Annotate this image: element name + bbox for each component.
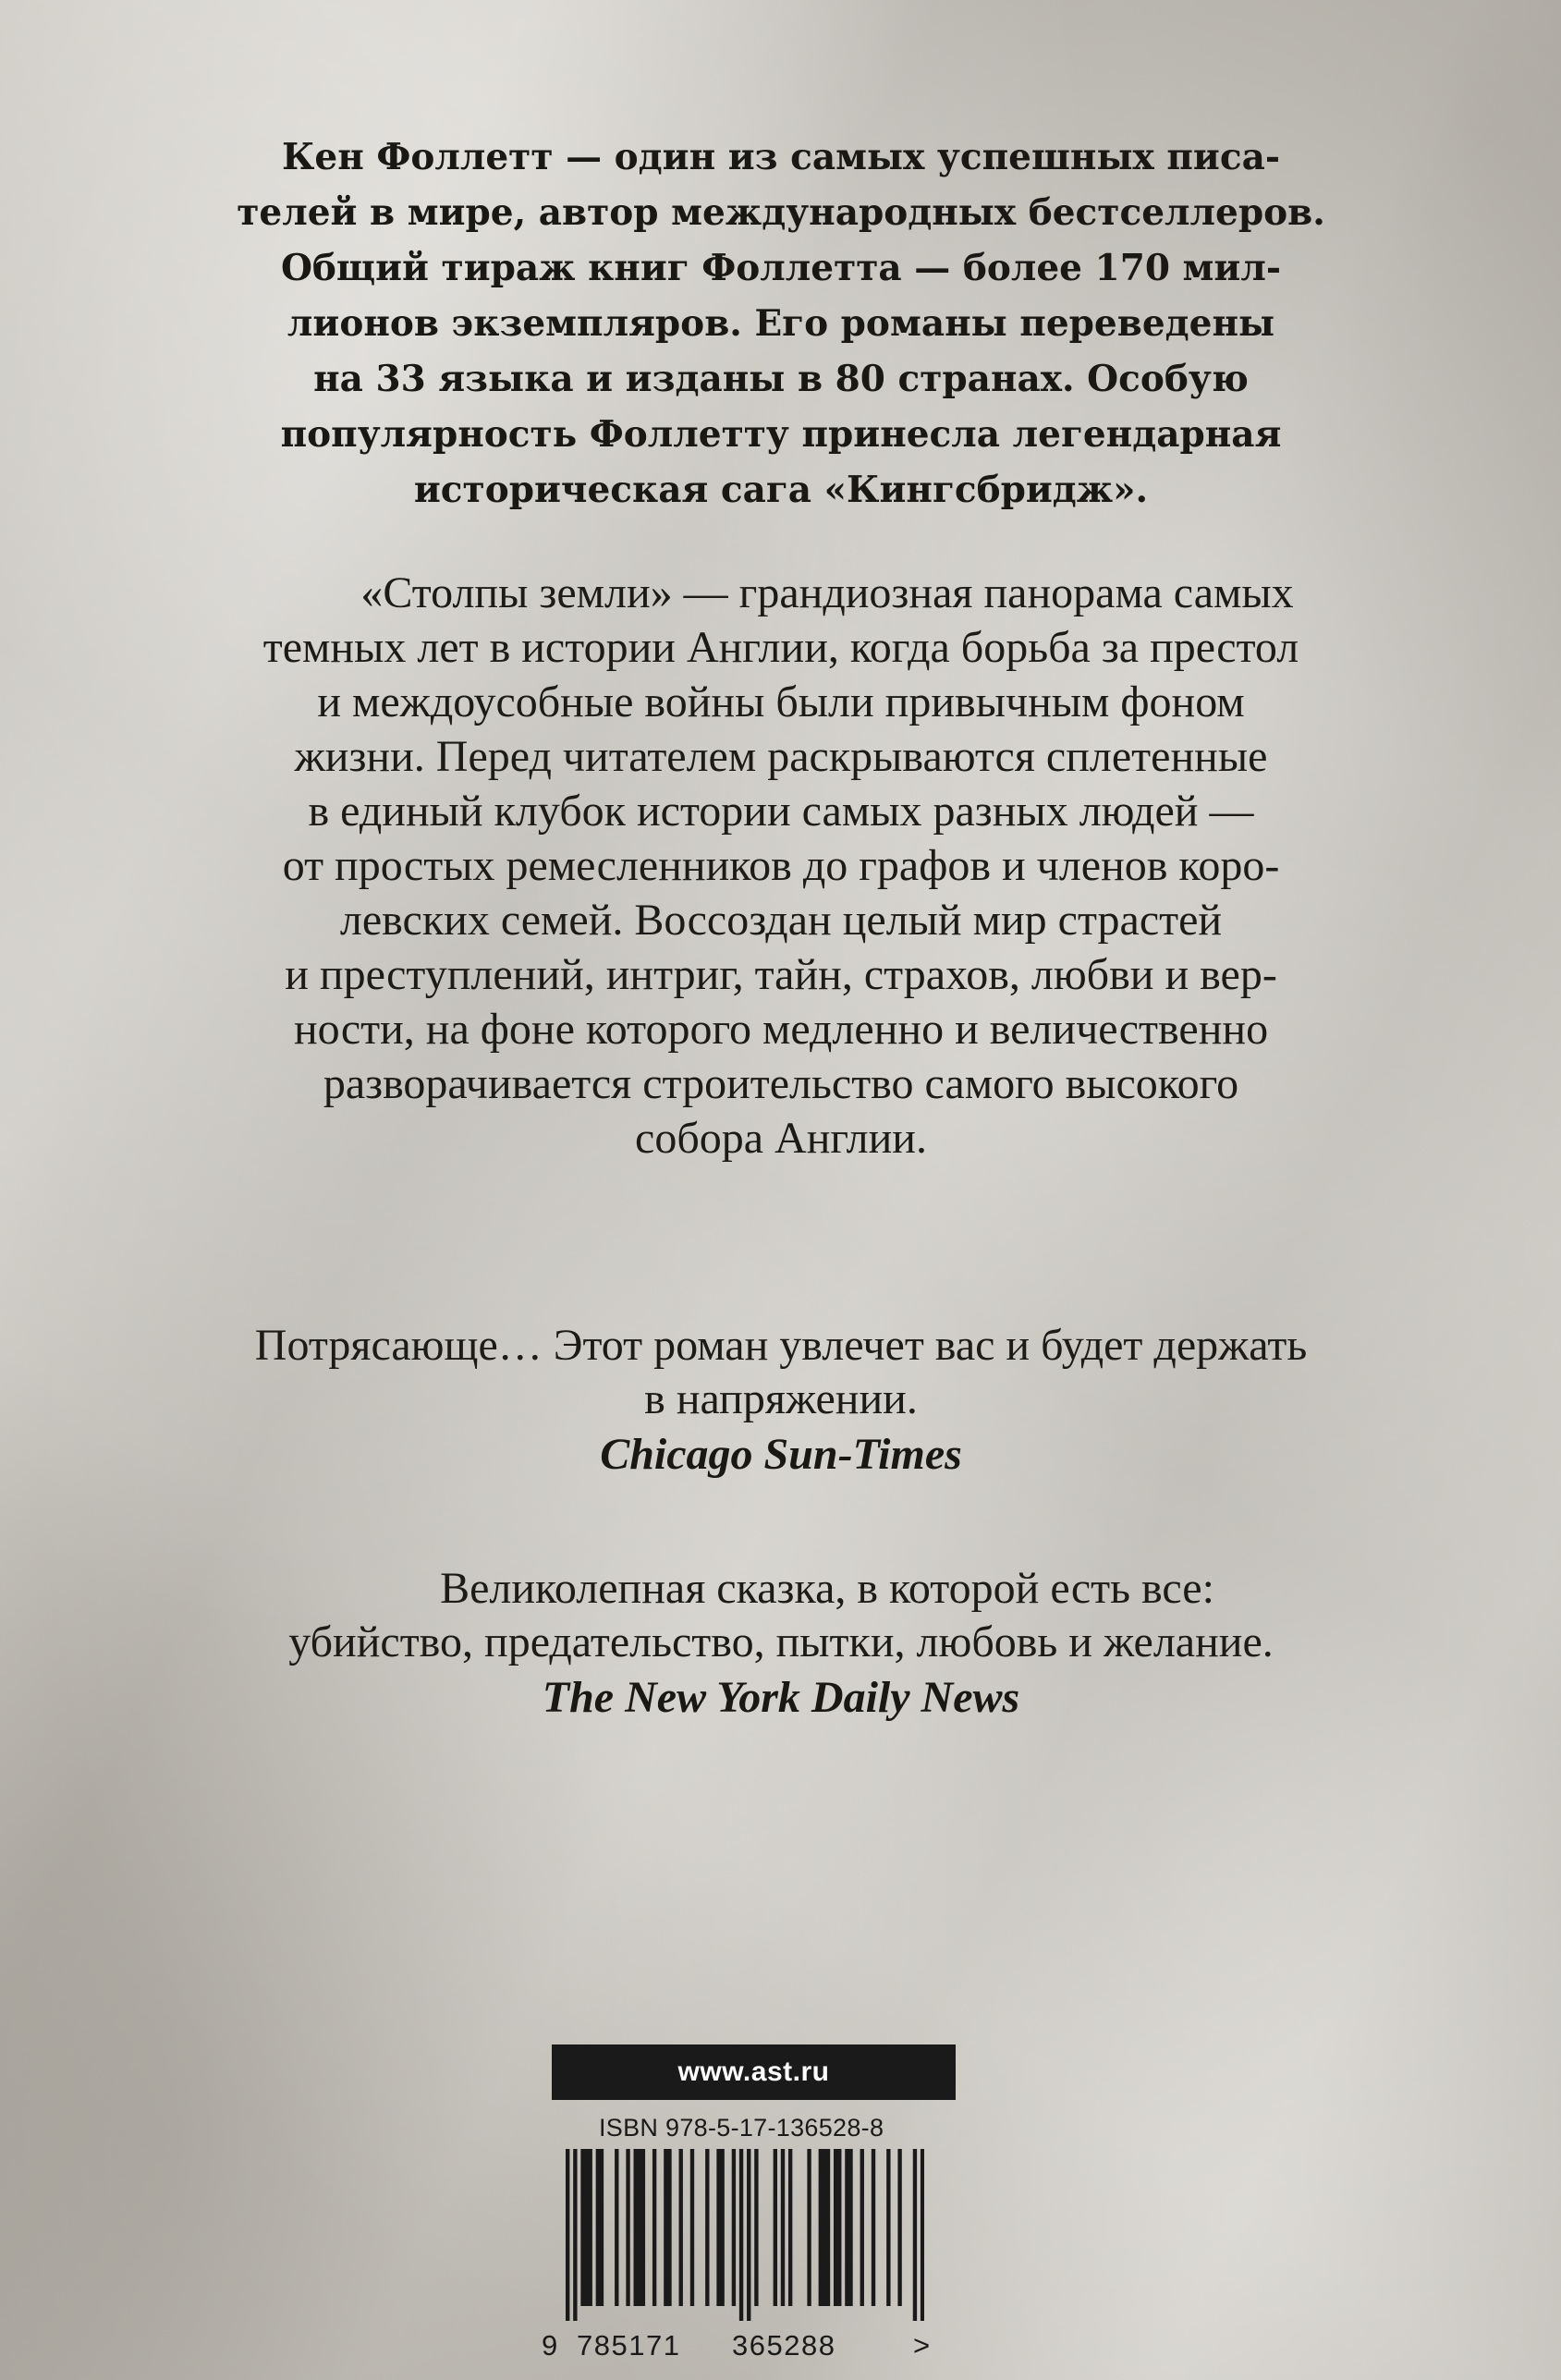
barcode-bar bbox=[823, 2149, 826, 2306]
barcode-bar bbox=[580, 2149, 584, 2306]
barcode-bar bbox=[781, 2149, 785, 2306]
barcode-bar bbox=[596, 2149, 600, 2306]
synopsis-line: и междоусобные войны были привычным фоном bbox=[317, 677, 1245, 726]
quote-text-line: в напряжении. bbox=[644, 1374, 918, 1423]
synopsis-line: ности, на фоне которого медленно и величественно bbox=[293, 1005, 1269, 1054]
bio-line: Общий тираж книг Фоллетта — более 170 мил- bbox=[280, 247, 1282, 289]
bio-line: популярность Фоллетту принесла легендарная bbox=[280, 413, 1282, 456]
synopsis-line: жизни. Перед читателем раскрываются сплетенные bbox=[294, 732, 1268, 781]
barcode-bar bbox=[652, 2149, 656, 2306]
barcode-bar bbox=[732, 2149, 736, 2306]
barcode-digits-left: 785171 bbox=[577, 2329, 681, 2362]
barcode-bar bbox=[667, 2149, 671, 2306]
quote-text-line: Великолепная сказка, в которой есть все: bbox=[440, 1564, 1214, 1613]
synopsis-line: от простых ремесленников до графов и членов коро- bbox=[282, 841, 1280, 890]
barcode-bar bbox=[913, 2149, 917, 2321]
synopsis-line: левских семей. Воссоздан целый мир страстей bbox=[339, 896, 1223, 945]
barcode-bar bbox=[837, 2149, 841, 2306]
barcode-bar bbox=[584, 2149, 588, 2306]
barcode-bar bbox=[589, 2149, 592, 2306]
barcode-bar bbox=[573, 2149, 577, 2321]
barcode-bar bbox=[848, 2149, 852, 2306]
review-quote bbox=[139, 1319, 1423, 1483]
barcode-bar bbox=[641, 2149, 645, 2306]
barcode-bar bbox=[716, 2149, 720, 2306]
bio-line: лионов экземпляров. Его романы переведены bbox=[287, 302, 1275, 345]
barcode-bar bbox=[634, 2149, 638, 2306]
barcode-bar bbox=[739, 2149, 743, 2321]
isbn-label: ISBN 978-5-17-136528-8 bbox=[599, 2114, 884, 2142]
book-synopsis bbox=[139, 566, 1423, 1166]
barcode-bar bbox=[600, 2149, 604, 2306]
review-quote bbox=[139, 1562, 1423, 1727]
synopsis-line: «Столпы земли» — грандиозная панорама самых bbox=[360, 568, 1294, 617]
quote-source: Chicago Sun-Times bbox=[600, 1430, 962, 1479]
quote-source: The New York Daily News bbox=[542, 1673, 1020, 1722]
barcode-bar bbox=[807, 2149, 811, 2306]
barcode-bar bbox=[826, 2149, 830, 2306]
bio-line: телей в мире, автор международных бестселлеров. bbox=[237, 191, 1325, 234]
barcode-digits bbox=[542, 2327, 948, 2364]
barcode bbox=[566, 2149, 924, 2321]
barcode-bar bbox=[747, 2149, 750, 2321]
synopsis-line: и преступлений, интриг, тайн, страхов, любви и вер- bbox=[285, 950, 1277, 999]
barcode-bar bbox=[615, 2149, 618, 2306]
barcode-bar bbox=[886, 2149, 890, 2306]
barcode-bar bbox=[845, 2149, 848, 2306]
barcode-bar bbox=[720, 2149, 724, 2306]
barcode-bar bbox=[860, 2149, 864, 2306]
barcode-bar bbox=[788, 2149, 792, 2306]
barcode-bar bbox=[626, 2149, 629, 2306]
barcode-bar bbox=[834, 2149, 837, 2306]
barcode-bar bbox=[819, 2149, 823, 2306]
barcode-bar bbox=[690, 2149, 694, 2306]
barcode-digit-first: 9 bbox=[542, 2329, 558, 2362]
barcode-bar bbox=[872, 2149, 875, 2306]
barcode-bar bbox=[754, 2149, 758, 2306]
synopsis-line: собора Англии. bbox=[635, 1114, 927, 1163]
bio-line: на 33 языка и изданы в 80 странах. Особую bbox=[313, 358, 1249, 400]
quote-text-line: убийство, предательство, пытки, любовь и желание. bbox=[288, 1617, 1274, 1666]
barcode-bar bbox=[679, 2149, 683, 2306]
barcode-digits-right: 365288 bbox=[732, 2329, 836, 2362]
barcode-bar bbox=[705, 2149, 709, 2306]
barcode-bar bbox=[638, 2149, 641, 2306]
publisher-website: www.ast.ru bbox=[552, 2044, 956, 2100]
quote-text-line: Потрясающе… Этот роман увлечет вас и будет держать bbox=[254, 1321, 1308, 1370]
barcode-bar bbox=[897, 2149, 901, 2306]
barcode-arrow: > bbox=[913, 2329, 931, 2362]
synopsis-line: в единый клубок истории самых разных людей — bbox=[308, 787, 1254, 836]
synopsis-line: разворачивается строительство самого высокого bbox=[323, 1059, 1239, 1108]
bio-line: Кен Фоллетт — один из самых успешных писа- bbox=[281, 136, 1281, 178]
barcode-bar bbox=[774, 2149, 777, 2306]
synopsis-line: темных лет в истории Англии, когда борьба за престол bbox=[262, 623, 1299, 672]
barcode-bar bbox=[664, 2149, 667, 2306]
bio-line: историческая сага «Кингсбридж». bbox=[413, 469, 1149, 511]
barcode-bar bbox=[566, 2149, 569, 2321]
author-bio bbox=[139, 129, 1423, 518]
barcode-bar bbox=[921, 2149, 924, 2321]
